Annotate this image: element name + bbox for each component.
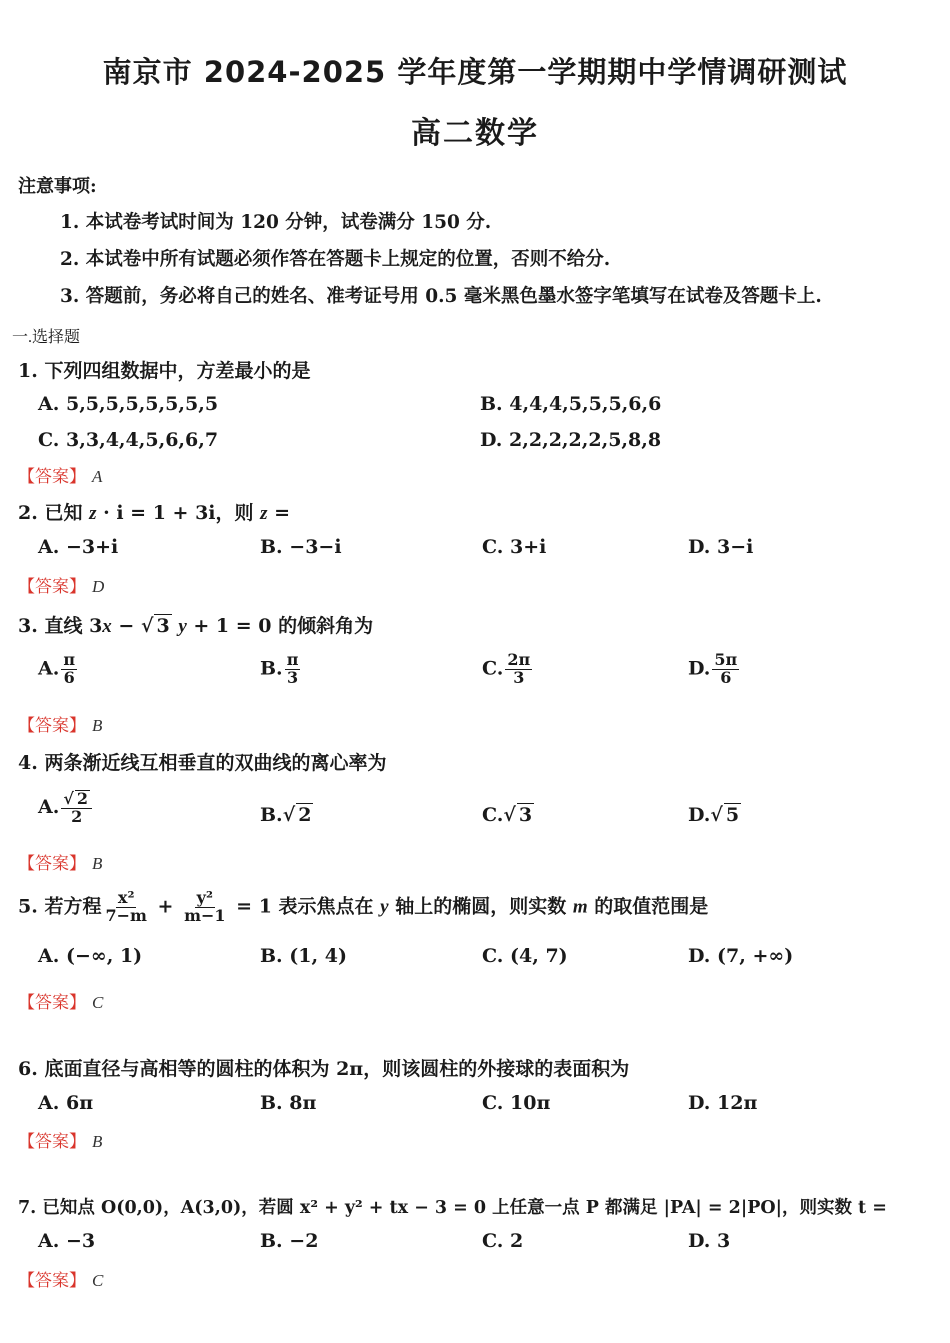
exam-title: 南京市 2024-2025 学年度第一学期期中学情调研测试 xyxy=(102,55,848,89)
denominator: 3 xyxy=(513,667,525,687)
sqrt-radicand: 3 xyxy=(518,804,533,826)
question-4-option-a xyxy=(38,790,94,826)
question-1-stem: 1. 下列四组数据中，方差最小的是 xyxy=(18,360,311,382)
variable-y: y xyxy=(380,896,389,918)
answer-tag: 【答案】 xyxy=(18,467,86,487)
question-3-stem-part: 3. 直线 3 xyxy=(18,615,103,637)
answer-value: D xyxy=(92,577,105,596)
question-3-option-b xyxy=(260,652,302,687)
fraction xyxy=(505,652,532,687)
answer-value: B xyxy=(92,1132,103,1151)
question-4-stem: 4. 两条渐近线互相垂直的双曲线的离心率为 xyxy=(18,752,387,774)
question-7-option-c: C. 2 xyxy=(482,1230,524,1252)
numerator: π xyxy=(63,650,76,669)
sqrt-radicand: 5 xyxy=(725,804,740,826)
question-6-answer xyxy=(18,1127,102,1152)
question-3-option-d xyxy=(688,652,741,687)
question-4-answer xyxy=(18,849,102,874)
option-label: A. xyxy=(38,795,60,818)
variable-y: y xyxy=(178,616,187,637)
numerator: π xyxy=(286,650,299,669)
question-2-option-a: A. −3+i xyxy=(38,536,119,558)
question-6-option-a: A. 6π xyxy=(38,1092,94,1114)
denominator: 7−m xyxy=(105,905,147,925)
answer-value: C xyxy=(92,1271,104,1290)
question-5-option-d: D. (7, +∞) xyxy=(688,945,794,967)
answer-tag: 【答案】 xyxy=(18,1132,86,1152)
question-3-stem-part: + 1 = 0 的倾斜角为 xyxy=(186,615,374,637)
fraction xyxy=(103,890,148,925)
question-3-stem: 3. 直线 3x − √ 3 y + 1 = 0 的倾斜角为 xyxy=(18,615,374,637)
question-2-option-c: C. 3+i xyxy=(482,536,547,558)
question-7-option-a: A. −3 xyxy=(38,1230,96,1252)
question-5-stem-part: 轴上的椭圆，则实数 xyxy=(388,895,573,918)
question-2-stem-part: 2. 已知 xyxy=(18,502,83,524)
fraction xyxy=(285,652,301,687)
notice-heading: 注意事项: xyxy=(18,176,97,197)
question-4-option-b: B.√ 2 xyxy=(260,804,312,826)
answer-tag: 【答案】 xyxy=(18,577,86,597)
question-7-stem: 7. 已知点 O(0,0)，A(3,0)，若圆 x² + y² + tx − 3 = 0 上任意一点 P 都满足 |PA| = 2|PO|，则实数 t = xyxy=(18,1198,887,1218)
question-3-answer xyxy=(18,711,102,736)
question-5-stem-part: 的取值范围是 xyxy=(587,895,709,918)
notice-item: 2. 本试卷中所有试题必须作答在答题卡上规定的位置，否则不给分. xyxy=(60,249,611,270)
variable-x: x xyxy=(102,616,112,637)
option-label: C. xyxy=(482,804,504,826)
fraction xyxy=(712,652,739,687)
answer-tag: 【答案】 xyxy=(18,716,86,736)
option-label: C. xyxy=(482,657,504,680)
question-2-answer xyxy=(18,572,104,597)
option-label: B. xyxy=(260,657,283,680)
question-1-option-d: D. 2,2,2,2,2,5,8,8 xyxy=(480,429,662,451)
question-7-option-b: B. −2 xyxy=(260,1230,319,1252)
question-5-option-a: A. (−∞, 1) xyxy=(38,945,143,967)
numerator: y² xyxy=(196,888,213,907)
option-label: D. xyxy=(688,804,711,826)
numerator: 2π xyxy=(507,650,531,669)
question-3-option-a xyxy=(38,652,79,687)
denominator: 6 xyxy=(720,667,732,687)
denominator: 6 xyxy=(63,667,75,687)
question-1-option-a: A. 5,5,5,5,5,5,5,5 xyxy=(38,393,219,415)
question-2-option-d: D. 3−i xyxy=(688,536,754,558)
fraction xyxy=(182,890,227,925)
question-1-option-b: B. 4,4,4,5,5,5,6,6 xyxy=(480,393,662,415)
question-5-stem-part: = 1 表示焦点在 xyxy=(229,895,381,918)
question-7-option-d: D. 3 xyxy=(688,1230,731,1252)
answer-tag: 【答案】 xyxy=(18,854,86,874)
question-6-option-b: B. 8π xyxy=(260,1092,317,1114)
option-label: D. xyxy=(688,657,711,680)
section-heading: 一.选择题 xyxy=(12,329,81,346)
denominator: 3 xyxy=(286,667,299,687)
question-6-option-d: D. 12π xyxy=(688,1092,758,1114)
fraction xyxy=(61,790,92,826)
sqrt-radicand: 2 xyxy=(76,789,89,808)
question-1-answer xyxy=(18,462,102,487)
question-2-stem-part: = xyxy=(274,502,291,524)
plus-sign: + xyxy=(150,895,181,918)
answer-value: A xyxy=(92,467,103,486)
minus-sign: − xyxy=(111,615,141,637)
sqrt-radicand: 2 xyxy=(298,804,312,826)
answer-tag: 【答案】 xyxy=(18,993,86,1013)
question-5-stem-part: 5. 若方程 xyxy=(18,895,102,918)
exam-subtitle: 高二数学 xyxy=(411,116,539,151)
question-5-option-c: C. (4, 7) xyxy=(482,945,568,967)
question-2-stem xyxy=(18,498,290,525)
question-5-option-b: B. (1, 4) xyxy=(260,945,347,967)
question-5-answer xyxy=(18,988,103,1013)
option-label: A. xyxy=(38,657,60,680)
variable-z: z xyxy=(260,503,268,524)
option-label: B. xyxy=(260,804,283,826)
answer-value: B xyxy=(92,716,103,735)
fraction xyxy=(61,652,77,687)
numerator: √ 2 xyxy=(61,790,92,809)
numerator: x² xyxy=(117,888,135,907)
question-4-option-c: C.√ 3 xyxy=(482,804,533,826)
variable-z: z xyxy=(89,503,97,524)
notice-item: 1. 本试卷考试时间为 120 分钟，试卷满分 150 分. xyxy=(60,212,492,233)
question-4-option-d: D.√ 5 xyxy=(688,804,740,826)
question-7-answer xyxy=(18,1266,103,1291)
answer-tag: 【答案】 xyxy=(18,1271,86,1291)
question-2-stem-part: · i = 1 + 3i，则 xyxy=(103,502,261,524)
question-2-option-b: B. −3−i xyxy=(260,536,342,558)
numerator: 5π xyxy=(714,650,738,669)
question-5-stem xyxy=(18,890,708,925)
question-3-option-c xyxy=(482,652,534,687)
question-6-option-c: C. 10π xyxy=(482,1092,551,1114)
denominator: 2 xyxy=(71,806,83,826)
answer-value: C xyxy=(92,993,104,1012)
sqrt-radicand: 3 xyxy=(156,615,170,637)
question-6-stem: 6. 底面直径与高相等的圆柱的体积为 2π，则该圆柱的外接球的表面积为 xyxy=(18,1058,630,1080)
notice-item: 3. 答题前，务必将自己的姓名、准考证号用 0.5 毫米黑色墨水签字笔填写在试卷及答题卡上. xyxy=(60,286,822,307)
question-1-option-c: C. 3,3,4,4,5,6,6,7 xyxy=(38,429,219,451)
variable-m: m xyxy=(572,896,588,918)
denominator: m−1 xyxy=(184,905,226,925)
answer-value: B xyxy=(92,854,103,873)
